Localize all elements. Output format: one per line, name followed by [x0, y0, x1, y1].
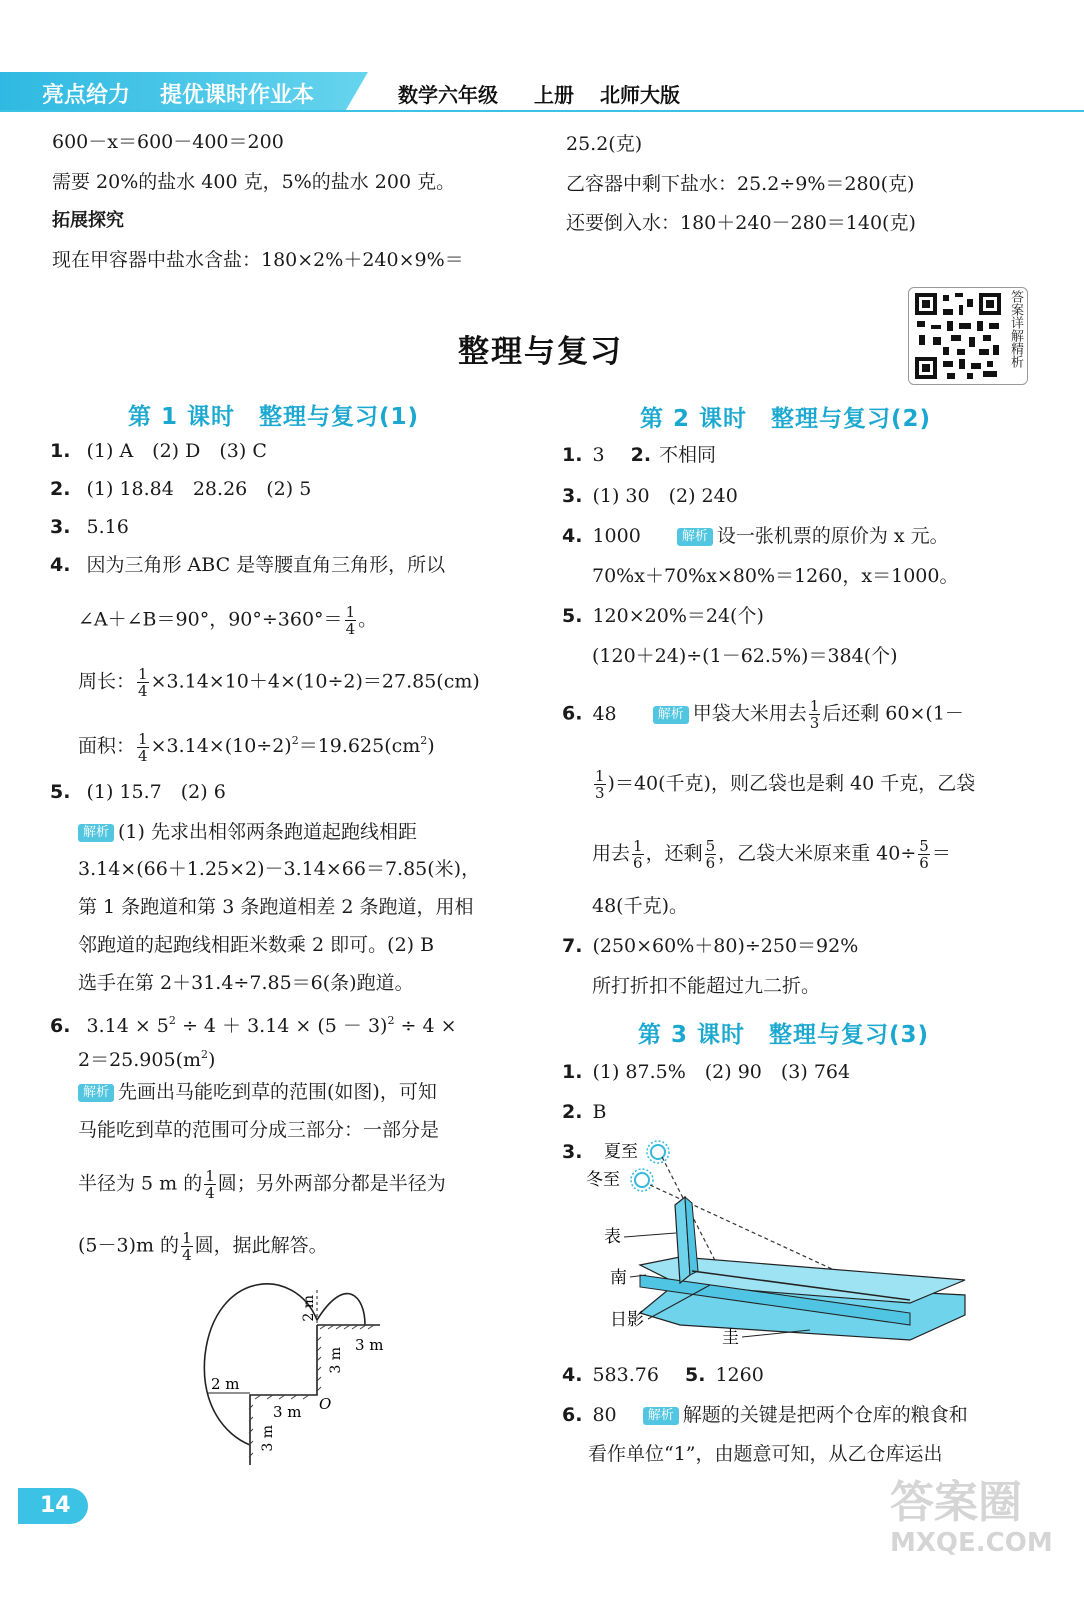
- fraction: $\frac{1}{4}$: [182, 1229, 192, 1264]
- grazing-area-figure: [195, 1275, 395, 1470]
- explanation-line: 解析 (1) 先求出相邻两条跑道起跑线相距: [78, 820, 417, 844]
- label-origin: O: [319, 1395, 332, 1413]
- section-title: 整理与复习: [458, 334, 623, 370]
- explanation-line: 邻跑道的起跑线相距米数乘 2 即可。(2) B: [78, 934, 435, 956]
- text-line: 还要倒入水：180＋240－280＝140(克): [566, 212, 916, 234]
- answer-line: ∠A＋∠B＝90°，90°÷360°＝ $\frac{1}{4}$ 。: [78, 603, 378, 638]
- explain-badge: 解析: [653, 706, 689, 724]
- answer-line: 周长： $\frac{1}{4}$ ×3.14×10＋4×(10÷2)＝27.85(cm): [78, 665, 480, 700]
- explanation-line: (5－3)m 的 $\frac{1}{4}$ 圆，据此解答。: [78, 1229, 328, 1264]
- lesson-2-title: 第 2 课时 整理与复习(2): [640, 406, 932, 432]
- question-number: 2.: [50, 478, 71, 500]
- explanation-line: 半径为 5 m 的 $\frac{1}{4}$ 圆；另外两部分都是半径为: [78, 1167, 446, 1202]
- watermark-url: MXQE.COM: [890, 1528, 1053, 1558]
- sun-icon: [631, 1169, 653, 1191]
- answer-text: (1) A (2) D (3) C: [86, 440, 267, 462]
- answer-line: [50, 515, 129, 539]
- question-number: 4.: [50, 554, 71, 576]
- subheading-extend: 拓展探究: [52, 210, 124, 231]
- fraction: $\frac{1}{4}$: [345, 603, 356, 638]
- sundial-figure: [580, 1135, 980, 1355]
- answer-line: 4. 583.76 5. 1260: [562, 1364, 764, 1386]
- answer-text: 因为三角形 ABC 是等腰直角三角形，所以: [86, 554, 446, 576]
- answer-line: 5. 120×20%＝24(个): [562, 605, 764, 627]
- label-2m-top: 2 m: [301, 1295, 317, 1322]
- question-number: 5.: [50, 781, 71, 803]
- label-3m-down: 3 m: [260, 1425, 276, 1452]
- watermark-title: 答案圈: [890, 1477, 1022, 1528]
- answer-line: 2. B: [562, 1101, 607, 1123]
- leader-biao: [624, 1233, 676, 1237]
- question-number: 3.: [50, 516, 71, 538]
- header-subject: 数学六年级: [398, 83, 498, 107]
- label-biao: 表: [604, 1227, 621, 1247]
- qr-code-icon: [913, 291, 1003, 381]
- answer-line: [50, 553, 445, 577]
- answer-line: [50, 477, 311, 501]
- answer-text: 5.16: [86, 516, 129, 538]
- text-line: 乙容器中剩下盐水：25.2÷9%＝280(克): [566, 173, 915, 195]
- label-2m-left: 2 m: [211, 1375, 240, 1393]
- answer-line: 7. (250×60%＋80)÷250＝92%: [562, 935, 859, 957]
- label-riying: 日影: [610, 1310, 644, 1330]
- label-nan: 南: [610, 1268, 627, 1288]
- explain-badge: 解析: [643, 1407, 679, 1425]
- explanation-line: 48(千克)。: [592, 895, 689, 917]
- text-line: 600－x＝600－400＝200: [52, 131, 284, 153]
- explain-badge: 解析: [677, 528, 713, 546]
- header-series: 提优课时作业本: [160, 83, 315, 108]
- answer-line: 4. 1000 解析 设一张机票的原价为 x 元。: [562, 525, 949, 547]
- answer-line: 1. (1) 87.5% (2) 90 (3) 764: [562, 1061, 851, 1083]
- answer-line: $2=25.905(m^2)$: [78, 1048, 216, 1071]
- explain-badge: 解析: [78, 1084, 114, 1102]
- answer-line: 6. 48 解析 甲袋大米用去 $\frac{1}{3}$ 后还剩 60×(1－: [562, 697, 964, 732]
- quarter-arc-top: [317, 1294, 365, 1325]
- fraction: $\frac{1}{4}$: [205, 1167, 215, 1202]
- text-line: 25.2(克): [566, 133, 643, 155]
- answer-line: (120＋24)÷(1－62.5%)＝384(个): [592, 645, 898, 667]
- explanation-line: 选手在第 2＋31.4÷7.85＝6(条)跑道。: [78, 972, 414, 994]
- fraction: $\frac{1}{4}$: [138, 729, 148, 765]
- lesson-1-title: 第 1 课时 整理与复习(1): [128, 404, 420, 430]
- label-3m-vertical: 3 m: [328, 1347, 344, 1374]
- header-bar: [0, 72, 1084, 112]
- explanation-line: 用去 $\frac{1}{6}$ ，还剩 $\frac{5}{6}$ ，乙袋大米原来重 40÷ $\frac{5}{6}$ ＝: [592, 837, 951, 872]
- header-edition: 北师大版: [600, 83, 680, 107]
- sun-icon: [647, 1141, 669, 1163]
- answer-text: (1) 18.84 28.26 (2) 5: [86, 478, 312, 500]
- question-number: 6.: [50, 1015, 71, 1037]
- answer-line: 面积： $\frac{1}{4}$ $\times 3.14\times(10\div 2)^2=19.625(cm^2)$: [78, 729, 435, 765]
- explanation-line: 70%x＋70%x×80%＝1260，x＝1000。: [592, 565, 959, 587]
- fraction: $\frac{5}{6}$: [919, 837, 929, 872]
- explanation-line: 看作单位“1”，由题意可知，从乙仓库运出: [588, 1443, 943, 1465]
- explanation-line: $\frac{1}{3}$ )＝40(千克)，则乙袋也是剩 40 千克，乙袋: [595, 767, 976, 802]
- text-line: 需要 20%的盐水 400 克，5%的盐水 200 克。: [52, 171, 456, 193]
- watermark: [890, 1478, 1060, 1570]
- answer-line: [50, 439, 267, 463]
- question-number: 1.: [50, 440, 71, 462]
- header-brand: 亮点给力: [42, 83, 131, 108]
- explanation-line: 解析 先画出马能吃到草的范围(如图)，可知: [78, 1080, 437, 1104]
- answer-line: 所打折扣不能超过九二折。: [592, 975, 821, 997]
- explanation-line: 3.14×(66＋1.25×2)－3.14×66＝7.85(米)，: [78, 858, 481, 880]
- fraction: $\frac{5}{6}$: [705, 837, 716, 872]
- label-3m-bottom: 3 m: [273, 1403, 302, 1421]
- explanation-line: 马能吃到草的范围可分成三部分：一部分是: [78, 1119, 440, 1141]
- header-underline: [0, 110, 1084, 112]
- header-volume: 上册: [534, 83, 574, 107]
- qr-code[interactable]: [908, 287, 1028, 385]
- answer-line: 3.: [562, 1141, 583, 1163]
- answer-text: (1) 15.7 (2) 6: [86, 781, 226, 803]
- answer-text: ∠A＋∠B＝90°，90°÷360°＝: [78, 608, 343, 631]
- fraction: $\frac{1}{3}$: [809, 697, 820, 732]
- answer-line: 6. $3.14 \times 5^2 \div 4 + 3.14 \times (5 - 3)^2 \div 4$ ×: [50, 1014, 457, 1037]
- answer-line: 3. (1) 30 (2) 240: [562, 485, 738, 507]
- answer-line: [50, 780, 226, 804]
- explanation-line: 第 1 条跑道和第 3 条跑道相差 2 条跑道，用相: [78, 896, 474, 918]
- lesson-3-title: 第 3 课时 整理与复习(3): [638, 1022, 930, 1048]
- label-winter-solstice: 冬至: [586, 1170, 620, 1190]
- answer-line: 1. 3 2. 不相同: [562, 444, 717, 466]
- fraction: $\frac{1}{6}$: [633, 837, 643, 872]
- fraction: $\frac{1}{4}$: [138, 665, 148, 700]
- explain-badge: 解析: [78, 824, 114, 842]
- label-3m-right: 3 m: [355, 1336, 384, 1354]
- label-gui: 圭: [722, 1328, 739, 1348]
- page-number: 14: [40, 1493, 71, 1518]
- label-summer-solstice: 夏至: [604, 1142, 638, 1162]
- text-line: 现在甲容器中盐水含盐：180×2%＋240×9%＝: [52, 249, 464, 271]
- answer-line: 6. 80 解析 解题的关键是把两个仓库的粮食和: [562, 1404, 968, 1426]
- fraction: $\frac{1}{3}$: [595, 767, 605, 802]
- qr-label: 答案详解精析: [1008, 290, 1023, 368]
